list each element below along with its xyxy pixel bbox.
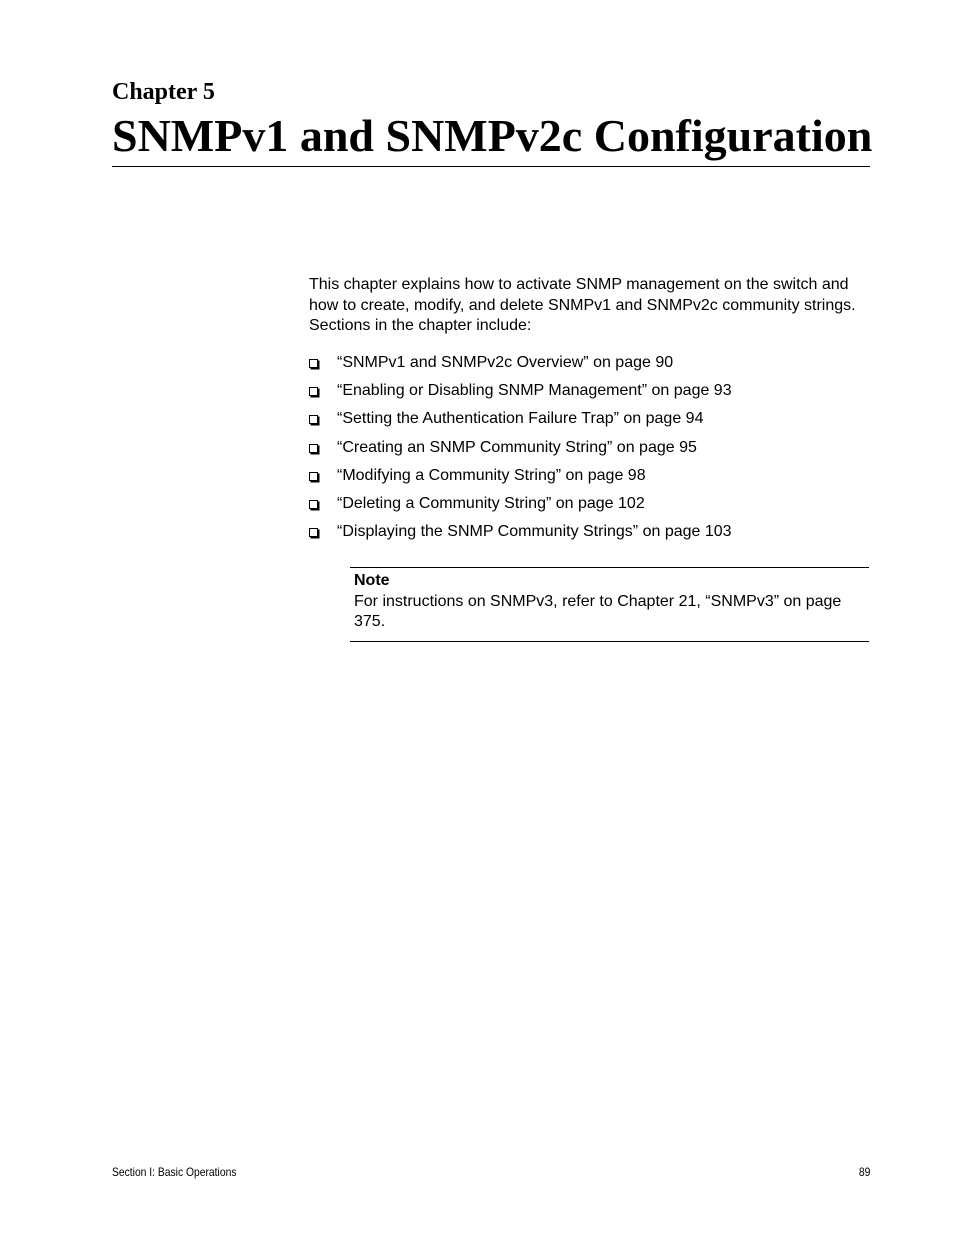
checkbox-bullet-icon xyxy=(309,465,337,487)
chapter-title: SNMPv1 and SNMPv2c Configuration xyxy=(112,110,873,161)
list-item[interactable] xyxy=(309,437,732,465)
footer-section-name: Section I: Basic Operations xyxy=(112,1165,237,1179)
section-list xyxy=(309,352,732,549)
list-item[interactable] xyxy=(309,380,732,408)
intro-paragraph: This chapter explains how to activate SNMP management on the switch and how to create, modify, and delete SNMPv1 and SNMPv2c community strings. Sections in the chapter include: xyxy=(309,276,856,334)
checkbox-bullet-icon xyxy=(309,493,337,515)
note-label: Note xyxy=(354,572,390,589)
footer-page-number: 89 xyxy=(858,1165,870,1179)
checkbox-bullet-icon xyxy=(309,352,337,374)
list-item[interactable] xyxy=(309,493,732,521)
note-box xyxy=(350,567,869,642)
checkbox-bullet-icon xyxy=(309,437,337,459)
checkbox-bullet-icon xyxy=(309,408,337,430)
note-text: For instructions on SNMPv3, refer to Chapter 21, “SNMPv3” on page 375. xyxy=(354,592,842,630)
chapter-label: Chapter 5 xyxy=(112,79,215,105)
list-item-text[interactable]: “Enabling or Disabling SNMP Management” on page 93 xyxy=(337,382,732,400)
list-item-text[interactable]: “Creating an SNMP Community String” on page 95 xyxy=(337,438,697,456)
checkbox-bullet-icon xyxy=(309,521,337,543)
list-item-text[interactable]: “Modifying a Community String” on page 98 xyxy=(337,466,646,484)
checkbox-bullet-icon xyxy=(309,380,337,402)
list-item-text[interactable]: “Displaying the SNMP Community Strings” on page 103 xyxy=(337,523,732,541)
list-item-text[interactable]: “Setting the Authentication Failure Trap” on page 94 xyxy=(337,410,704,428)
list-item[interactable] xyxy=(309,465,732,493)
list-item-text[interactable]: “Deleting a Community String” on page 102 xyxy=(337,494,645,512)
list-item-text[interactable]: “SNMPv1 and SNMPv2c Overview” on page 90 xyxy=(337,354,674,371)
title-rule xyxy=(112,166,870,167)
list-item[interactable] xyxy=(309,352,732,380)
list-item[interactable] xyxy=(309,521,732,549)
list-item[interactable] xyxy=(309,408,732,436)
